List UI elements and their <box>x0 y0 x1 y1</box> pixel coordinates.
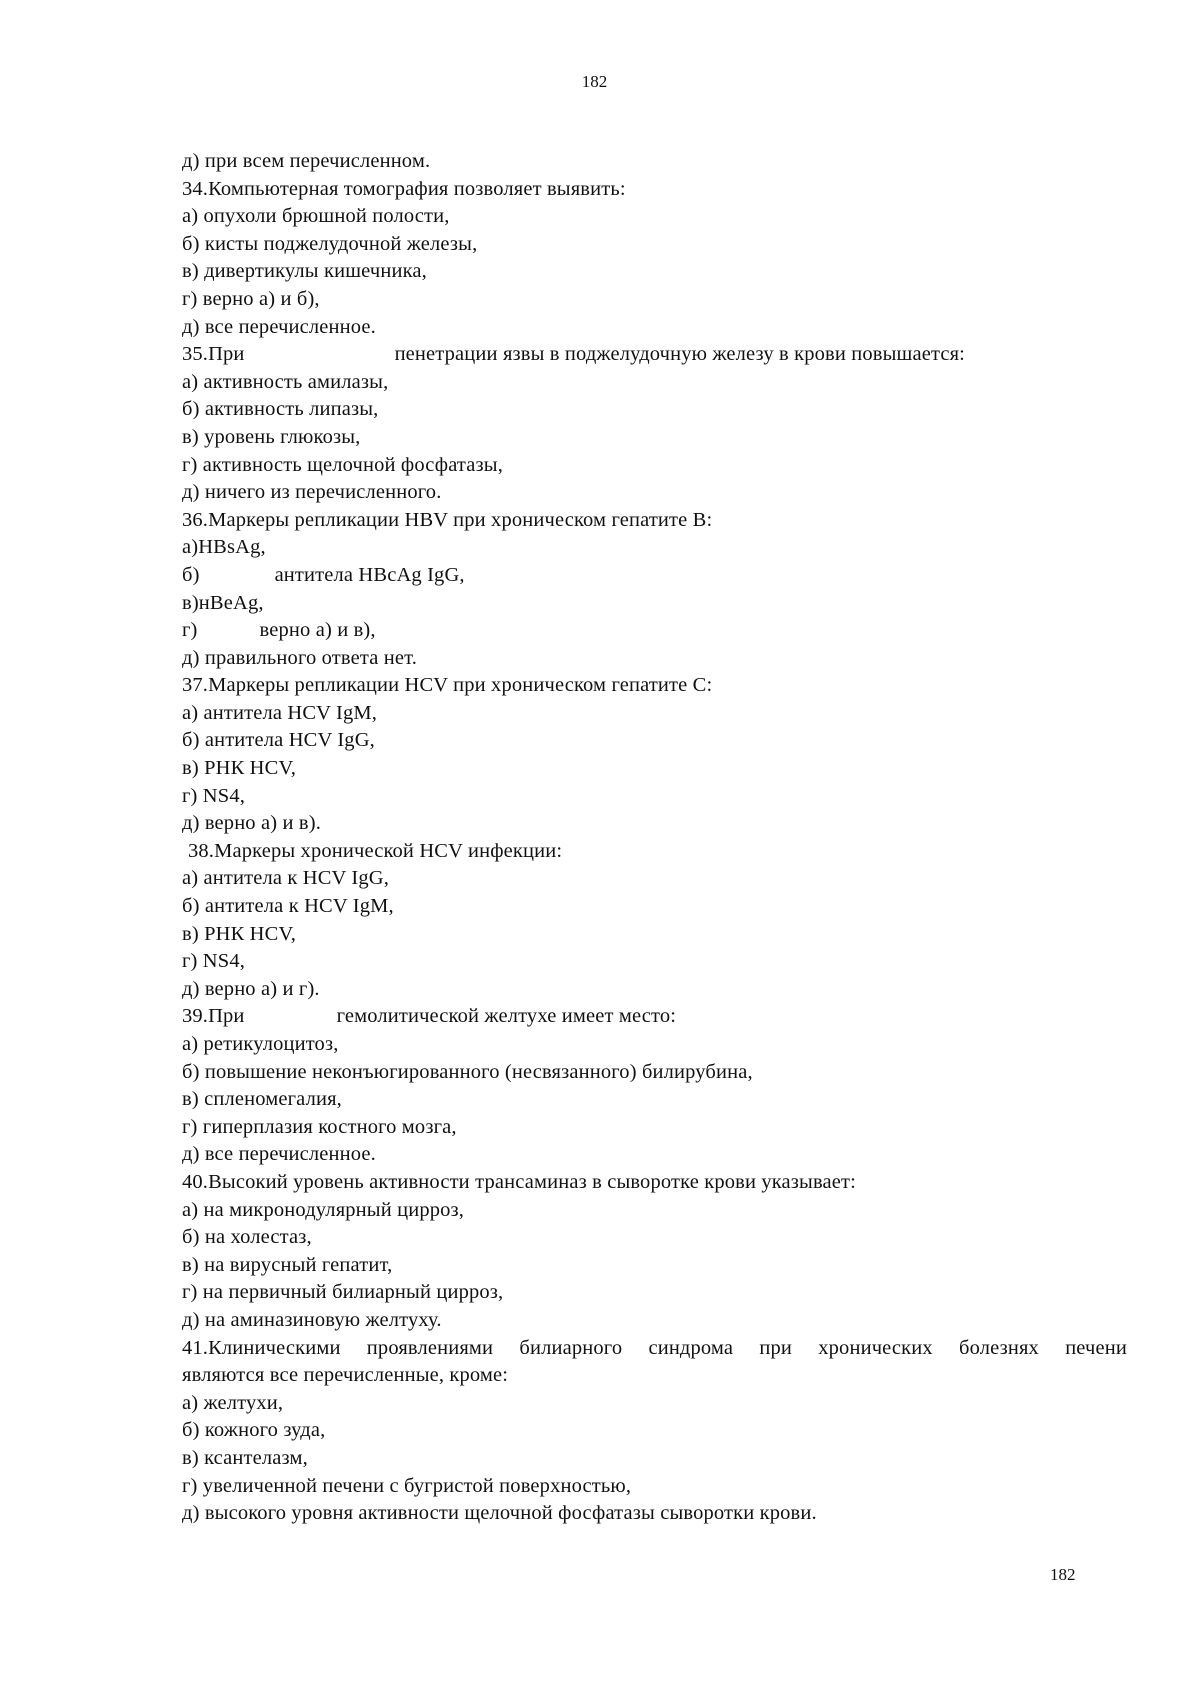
answer-line: г) верно а) и б), <box>182 287 320 310</box>
page-number-top: 182 <box>581 72 608 91</box>
question-number: 39.При <box>182 1005 245 1028</box>
question-39 <box>182 1003 1127 1031</box>
answer-line: а) антитела к HCV IgG, <box>182 867 389 890</box>
answer-line: г) NS4, <box>182 784 245 807</box>
answer-line: д) правильного ответа нет. <box>182 646 417 669</box>
question-37: 37.Маркеры репликации HCV при хроническом гепатите С: <box>182 674 713 697</box>
answer-line: а) на микронодулярный цирроз, <box>182 1198 465 1221</box>
answer-line: г) увеличенной печени с бугристой поверхностью, <box>182 1474 632 1497</box>
page-number-bottom: 182 <box>1050 1565 1076 1584</box>
answer-line: в)нВеAg, <box>182 591 264 614</box>
answer-label: г) <box>182 619 198 642</box>
answer-line: б) кисты поджелудочной железы, <box>182 232 478 255</box>
answer-line: д) верно а) и в). <box>182 812 321 835</box>
answer-line: д) верно а) и г). <box>182 977 320 1000</box>
answer-line: г) гиперплазия костного мозга, <box>182 1115 457 1138</box>
question-text: пенетрации язвы в поджелудочную железу в крови повышается: <box>394 343 966 366</box>
question-text: гемолитической желтухе имеет место: <box>336 1005 677 1028</box>
answer-line <box>182 562 1127 590</box>
answer-line: г) активность щелочной фосфатазы, <box>182 453 503 476</box>
answer-line: в) РНК HCV, <box>182 757 297 780</box>
answer-line: г) NS4, <box>182 950 245 973</box>
answer-line: б) антитела HCV IgG, <box>182 729 375 752</box>
answer-line: в) спленомегалия, <box>182 1088 342 1111</box>
answer-line: б) кожного зуда, <box>182 1419 326 1442</box>
answer-line: д) все перечисленное. <box>182 315 376 338</box>
answer-line: а) желтухи, <box>182 1391 284 1414</box>
question-41: 41.Клиническими проявлениями билиарного синдрома при хронических болезнях печени <box>182 1336 1127 1359</box>
answer-line: а) опухоли брюшной полости, <box>182 205 450 228</box>
answer-line: в) ксантелазм, <box>182 1446 308 1469</box>
answer-line: б) на холестаз, <box>182 1226 312 1249</box>
answer-line: д) при всем перечисленном. <box>182 150 431 172</box>
answer-line: д) все перечисленное. <box>182 1143 376 1166</box>
answer-text: верно а) и в), <box>259 619 376 642</box>
question-34: 34.Компьютерная томография позволяет выявить: <box>182 177 626 200</box>
answer-line: б) антитела к HCV IgM, <box>182 895 394 918</box>
answer-line: в) дивертикулы кишечника, <box>182 260 427 283</box>
answer-line: б) активность липазы, <box>182 398 379 421</box>
question-number: 35.При <box>182 343 245 366</box>
answer-line: в) на вирусный гепатит, <box>182 1253 393 1276</box>
answer-line: в) РНК HCV, <box>182 922 297 945</box>
answer-line: г) на первичный билиарный цирроз, <box>182 1281 504 1304</box>
answer-line: а) ретикулоцитоз, <box>182 1033 339 1055</box>
document-body <box>182 148 1127 1528</box>
question-36: 36.Маркеры репликации HBV при хроническом гепатите В: <box>182 508 713 531</box>
answer-line: а)HBsAg, <box>182 536 266 559</box>
question-text: 38.Маркеры хронической HCV инфекции: <box>188 839 563 862</box>
question-35 <box>182 341 1127 369</box>
answer-line: д) на аминазиновую желтуху. <box>182 1308 442 1331</box>
answer-line: д) ничего из перечисленного. <box>182 481 442 504</box>
answer-line: а) активность амилазы, <box>182 370 389 393</box>
question-40: 40.Высокий уровень активности трансаминаз в сыворотке крови указывает: <box>182 1170 856 1193</box>
answer-line: д) высокого уровня активности щелочной фосфатазы сыворотки крови. <box>182 1502 817 1525</box>
question-38 <box>182 838 1127 866</box>
answer-line: а) антитела HCV IgM, <box>182 701 378 724</box>
answer-line: в) уровень глюкозы, <box>182 425 361 448</box>
answer-line: б) повышение неконъюгированного (несвязанного) билирубина, <box>182 1060 753 1083</box>
answer-label: б) <box>182 563 200 586</box>
answer-line <box>182 617 1127 645</box>
answer-text: антитела HBcAg IgG, <box>274 563 465 586</box>
question-41-continuation: являются все перечисленные, кроме: <box>182 1364 509 1387</box>
